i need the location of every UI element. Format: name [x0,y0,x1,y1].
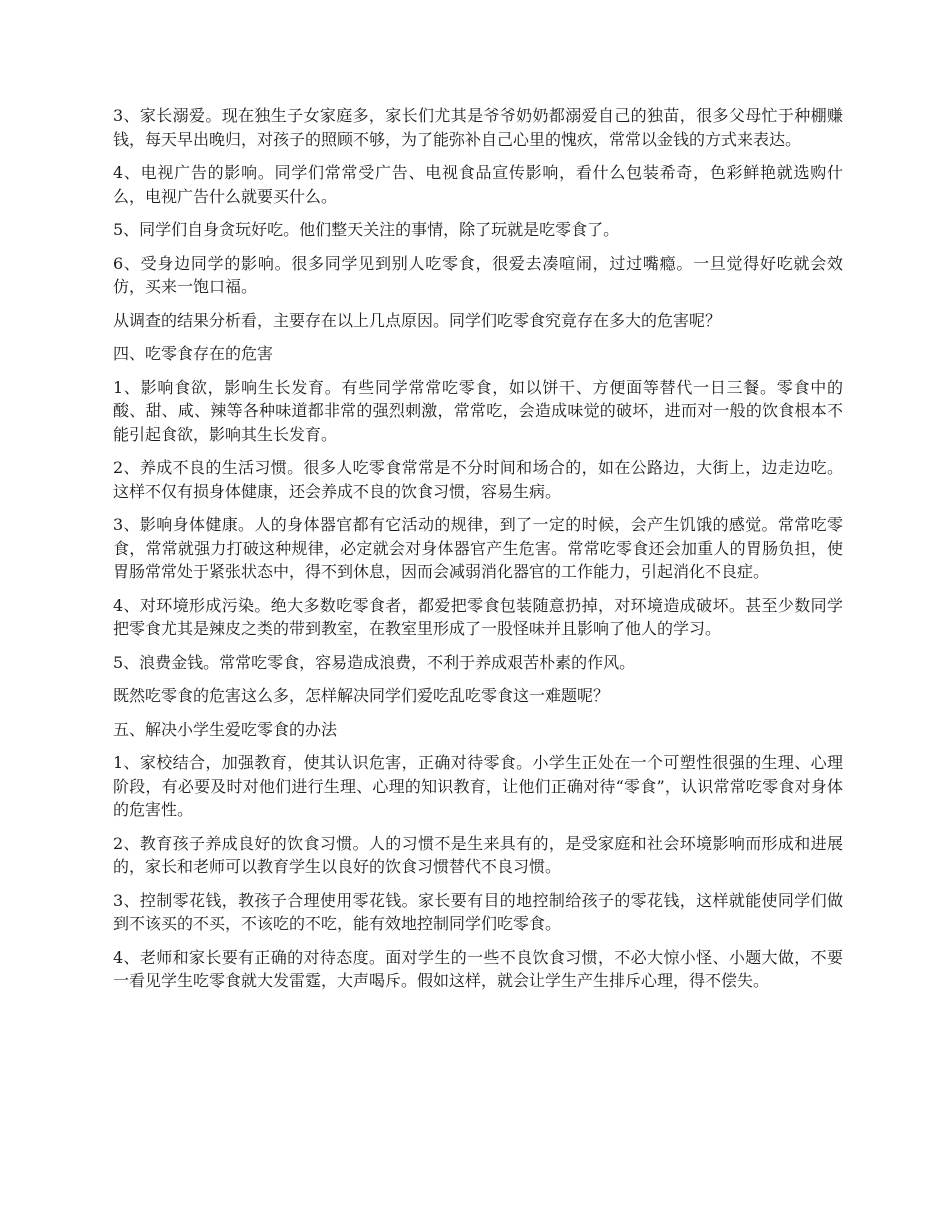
paragraph-harm-5: 5、浪费金钱。常常吃零食，容易造成浪费，不利于养成艰苦朴素的作风。 [113,652,636,672]
section-heading-harms: 四、吃零食存在的危害 [113,344,274,363]
paragraph-solution-3: 3、控制零花钱，教孩子合理使用零花钱。家长要有目的地控制给孩子的零花钱，这样就能使同学们做到不该买的不买，不该吃的不吃，能有效地控制同学们吃零食。 [113,890,843,933]
paragraph-harm-1: 1、影响食欲，影响生长发育。有些同学常常吃零食，如以饼干、方便面等替代一日三餐。零食中的酸、甜、咸、辣等各种味道都非常的强烈刺激，常常吃，会造成味觉的破坏，进而对一般的饮食根本不能引起食欲，影响其生长发育。 [113,377,843,444]
document-page [113,104,843,1003]
paragraph-solution-4: 4、老师和家长要有正确的对待态度。面对学生的一些不良饮食习惯，不必大惊小怪、小题大做，不要一看见学生吃零食就大发雷霆，大声喝斥。假如这样，就会让学生产生排斥心理，得不偿失。 [113,947,843,990]
paragraph-cause-3: 3、家长溺爱。现在独生子女家庭多，家长们尤其是爷爷奶奶都溺爱自己的独苗，很多父母忙于种棚赚钱，每天早出晚归，对孩子的照顾不够，为了能弥补自己心里的愧疚，常常以金钱的方式来表达。 [113,106,843,149]
paragraph-cause-4: 4、电视广告的影响。同学们常常受广告、电视食品宣传影响，看什么包装希奇，色彩鲜艳就选购什么，电视广告什么就要买什么。 [113,163,843,206]
paragraph-harm-4: 4、对环境形成污染。绝大多数吃零食者，都爱把零食包装随意扔掉，对环境造成破坏。甚至少数同学把零食尤其是辣皮之类的带到教室，在教室里形成了一股怪味并且影响了他人的学习。 [113,595,843,638]
section-heading-solutions: 五、解决小学生爱吃零食的办法 [113,719,338,739]
paragraph-solution-2: 2、教育孩子养成良好的饮食习惯。人的习惯不是生来具有的，是受家庭和社会环境影响而形成和进展的，家长和老师可以教育学生以良好的饮食习惯替代不良习惯。 [113,833,843,876]
paragraph-cause-5: 5、同学们自身贪玩好吃。他们整天关注的事情，除了玩就是吃零食了。 [113,220,620,239]
paragraph-solution-1: 1、家校结合，加强教育，使其认识危害，正确对待零食。小学生正处在一个可塑性很强的生理、心理阶段，有必要及时对他们进行生理、心理的知识教育，让他们正确对待“零食”，认识常常吃零食对身体的危害性。 [113,753,843,819]
paragraph-harm-2: 2、养成不良的生活习惯。很多人吃零食常常是不分时间和场合的，如在公路边，大街上，边走边吃。这样不仅有损身体健康，还会养成不良的饮食习惯，容易生病。 [113,458,843,501]
paragraph-summary: 从调查的结果分析看，主要存在以上几点原因。同学们吃零食究竟存在多大的危害呢？ [113,310,722,330]
paragraph-cause-6: 6、受身边同学的影响。很多同学见到别人吃零食，很爱去凑喧闹，过过嘴瘾。一旦觉得好吃就会效仿，买来一饱口福。 [113,253,843,296]
paragraph-harm-3: 3、影响身体健康。人的身体器官都有它活动的规律，到了一定的时候，会产生饥饿的感觉。常常吃零食，常常就强力打破这种规律，必定就会对身体器官产生危害。常常吃零食还会加重人的胃肠负担，使胃肠常常处于紧张状态中，得不到休息，因而会减弱消化器官的工作能力，引起消化不良症。 [113,515,843,581]
paragraph-transition: 既然吃零食的危害这么多，怎样解决同学们爱吃乱吃零食这一难题呢？ [113,686,610,705]
